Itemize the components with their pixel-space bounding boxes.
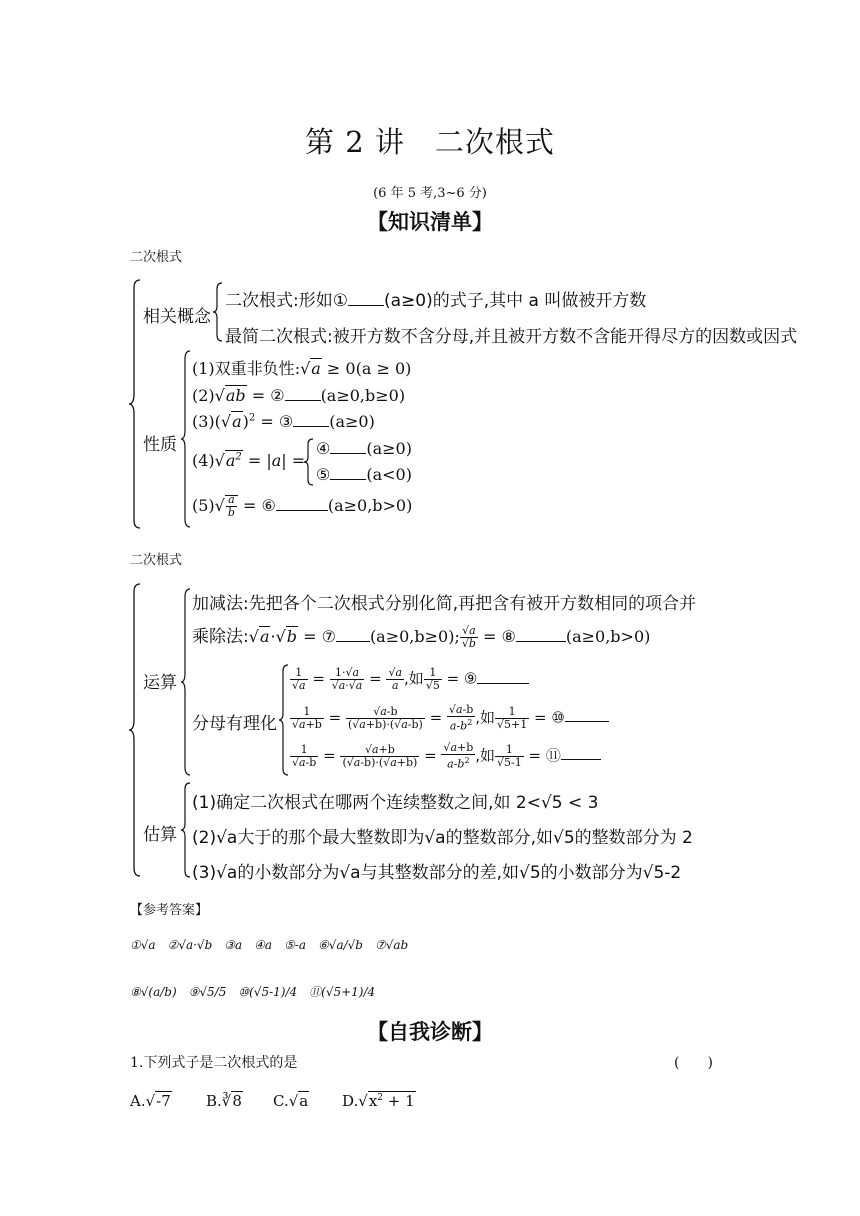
section-heading-knowledge: 【知识清单】 [367,210,493,234]
operation-add-subtract: 加减法:先把各个二次根式分别化简,再把含有被开方数相同的项合并 [192,594,697,614]
estimation-2: (2)√a大于的那个最大整数即为√a的整数部分,如√5的整数部分为 2 [192,828,693,848]
label-related-concepts: 相关概念 [143,307,211,327]
brace-estimation [181,782,191,878]
option-a[interactable]: A.√-7 [130,1092,171,1110]
label-rationalize: 分母有理化 [192,714,277,734]
answers-row-1: ①√a ②√a·√b ③a ④a ⑤-a ⑥√a/√b ⑦√ab [130,938,409,952]
property-3: $(3)(√a)^2$ = ③ (a≥0) [192,412,375,431]
property-5: (5)√ $\frac{a}{b}$ = ⑥ (a≥0,b>0) [192,493,413,519]
label-operations: 运算 [143,673,177,693]
property-1: (1)双重非负性:√a ≥ 0(a ≥ 0) [192,359,412,378]
property-4: $(4)√a^2 = |a|$ = [192,451,306,470]
brace-properties [181,350,191,528]
label-properties: 性质 [143,435,177,455]
page-title: 第 2 讲 二次根式 [305,125,555,159]
question-1-answer-paren: ( ) [674,1055,713,1071]
rationalize-case-2: $\frac{1}{√a+b}$ = $\frac{√a-b}{(√a+b)\cdot(√a-b)}$ = $\frac{√a-b}{a-b^2}$ ,如 $\frac{1}{√5+1}$ = ⑩ [290,704,609,733]
answers-heading: 【参考答案】 [130,903,209,918]
estimation-3: (3)√a的小数部分为√a与其整数部分的差,如√5的小数部分为√5-2 [192,863,682,883]
outer-brace-2 [128,582,142,878]
brace-abs-cases [304,438,314,486]
section-heading-self-diagnosis: 【自我诊断】 [367,1020,493,1044]
estimation-1: (1)确定二次根式在哪两个连续整数之间,如 2<√5 < 3 [192,793,599,813]
concept-quadratic-radical [225,286,646,311]
property-4-case-neg: ⑤ (a<0) [316,465,412,484]
rationalize-case-1: $\frac{1}{√a}$ = $\frac{1\cdot√a}{√a\cdot√a}$ = $\frac{√a}{a}$ ,如 $\frac{1}{√5}$ = ⑨ [290,667,529,692]
block1-caption: 二次根式 [130,250,183,265]
brace-rationalize [279,664,289,776]
operation-multiply-divide: 乘除法:√a·√b = ⑦ (a≥0,b≥0); $\frac{√a}{√b}$ = ⑧ (a≥0,b>0) [192,624,651,650]
block2-caption: 二次根式 [130,553,183,568]
brace-operations [181,588,191,776]
concept1-text: 二次根式:形如① (a≥0)的式子,其中 a 叫做被开方数 [225,291,647,311]
label-estimation: 估算 [143,825,177,845]
property-2: (2)√ab = ② (a≥0,b≥0) [192,386,406,405]
option-c[interactable]: C.√a [273,1092,309,1110]
answers-row-2: ⑧√(a/b) ⑨√5/5 ⑩(√5-1)/4 ⑪(√5+1)/4 [130,985,376,999]
outer-brace-1 [128,278,142,530]
option-b[interactable]: B.∛8 [206,1092,242,1110]
option-d[interactable]: $D.√x^2 + 1$ [342,1092,415,1110]
property-4-case-nonneg: ④ (a≥0) [316,439,412,458]
rationalize-case-3: $\frac{1}{√a-b}$ = $\frac{√a+b}{(√a-b)\cdot(√a+b)}$ = $\frac{√a+b}{a-b^2}$ ,如 $\frac{1}{√5-1}$ = ⑪ [290,742,601,771]
page-subtitle: (6 年 5 考,3~6 分) [373,186,487,201]
question-1-stem: 1.下列式子是二次根式的是 [130,1055,298,1071]
brace-concepts [213,282,223,342]
concept-simplest-radical: 最简二次根式:被开方数不含分母,并且被开方数不含能开得尽方的因数或因式 [225,327,798,347]
